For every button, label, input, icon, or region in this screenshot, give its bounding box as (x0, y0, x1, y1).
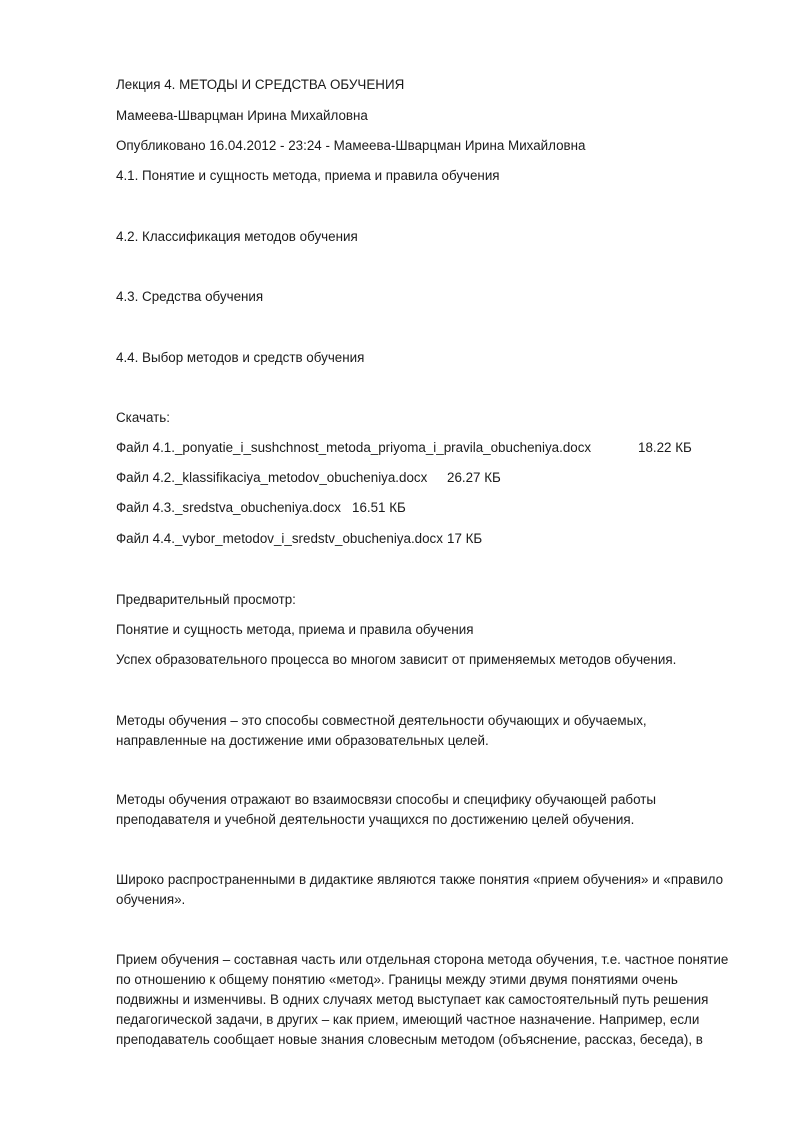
file-size: 16.51 КБ (352, 500, 406, 515)
preview-paragraph: Широко распространенными в дидактике являются также понятия «прием обучения» и «правило обучения». (116, 872, 724, 907)
file-name[interactable]: Файл 4.1._ponyatie_i_sushchnost_metoda_priyoma_i_pravila_obucheniya.docx (116, 440, 592, 455)
download-label: Скачать: (116, 410, 170, 425)
file-name[interactable]: Файл 4.4._vybor_metodov_i_sredstv_obucheniya.docx (116, 531, 443, 546)
toc-item-4-4: 4.4. Выбор методов и средств обучения (116, 350, 365, 365)
file-size: 26.27 КБ (447, 470, 501, 485)
preview-paragraph: Методы обучения отражают во взаимосвязи способы и специфику обучающей работы преподавателя и учебной деятельности учащихся по достижению целей обучения. (116, 792, 656, 827)
file-name[interactable]: Файл 4.2._klassifikaciya_metodov_obucheniya.docx (116, 470, 428, 485)
preview-paragraph: Успех образовательного процесса во многом зависит от применяемых методов обучения. (116, 652, 677, 667)
file-row[interactable] (116, 468, 427, 488)
preview-paragraph: Методы обучения – это способы совместной деятельности обучающих и обучаемых, направленные на достижение ими образовательных целей. (116, 713, 647, 748)
file-row[interactable] (116, 498, 341, 518)
lecture-title: Лекция 4. МЕТОДЫ И СРЕДСТВА ОБУЧЕНИЯ (116, 77, 405, 92)
file-name[interactable]: Файл 4.3._sredstva_obucheniya.docx (116, 500, 341, 515)
toc-item-4-2: 4.2. Классификация методов обучения (116, 229, 358, 244)
author-name: Мамеева-Шварцман Ирина Михайловна (116, 108, 368, 123)
toc-item-4-1: 4.1. Понятие и сущность метода, приема и правила обучения (116, 168, 500, 183)
preview-paragraph: Прием обучения – составная часть или отдельная сторона метода обучения, т.е. частное понятие по отношению к общему понятию «метод». Границы между этими двумя понятиями очень подвижны и изменчивы. В одних случаях метод выступает как самостоятельный путь решения педагогической задачи, в других – как прием, имеющий частное назначение. Например, если преподаватель сообщает новые знания словесным методом (объяснение, рассказ, беседа), в (116, 952, 729, 1047)
preview-heading: Понятие и сущность метода, приема и правила обучения (116, 622, 474, 637)
file-row[interactable] (116, 529, 443, 549)
toc-item-4-3: 4.3. Средства обучения (116, 289, 264, 304)
file-size: 17 КБ (447, 531, 483, 546)
file-size: 18.22 КБ (638, 440, 692, 455)
published-info: Опубликовано 16.04.2012 - 23:24 - Мамеева-Шварцман Ирина Михайловна (116, 138, 586, 153)
file-row[interactable] (116, 438, 591, 458)
preview-label: Предварительный просмотр: (116, 592, 296, 607)
